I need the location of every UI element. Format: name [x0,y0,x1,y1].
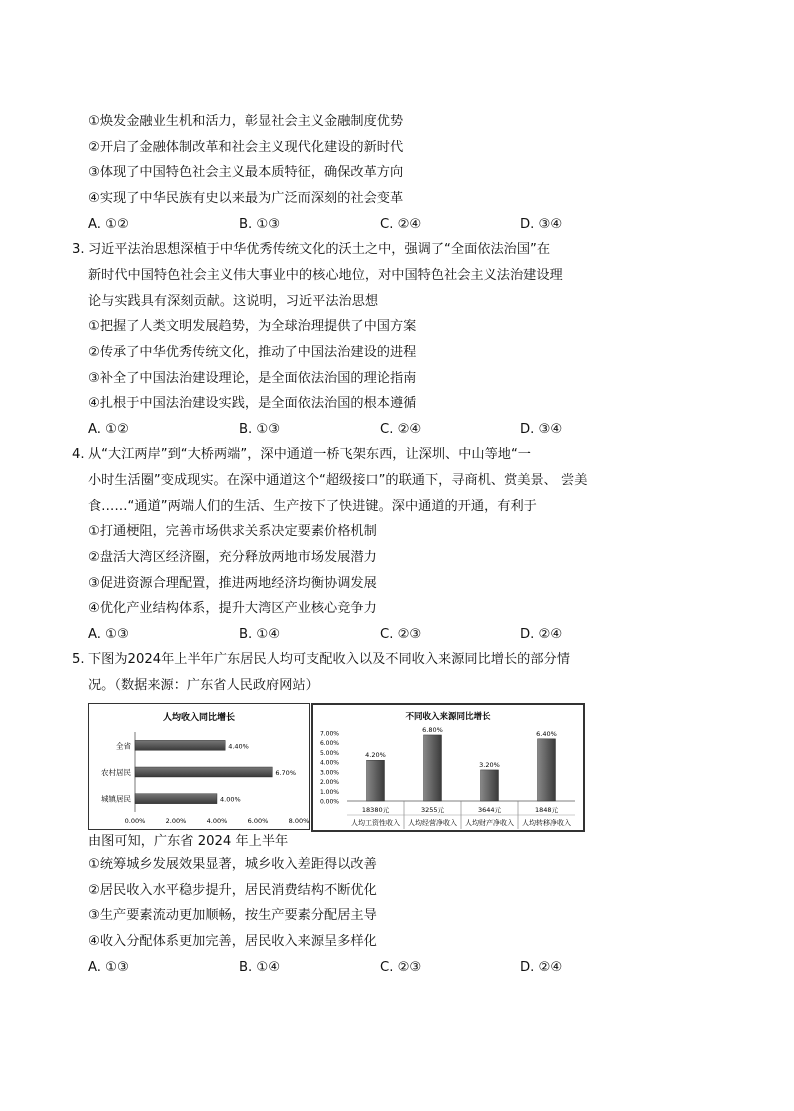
q3-stem-2: 新时代中国特色社会主义伟大事业中的核心地位，对中国特色社会主义法治建设理 [88,268,563,283]
chart2-amount-label: 18380元 [361,806,390,814]
chart1-value-label: 6.70% [275,769,297,777]
chart2-bar [424,735,442,801]
chart1-category-label: 全省 [116,741,131,751]
q3-option-a: A. ①② [88,422,129,437]
chart2-tick-label: 2.00% [319,779,339,787]
chart2-tick-label: 4.00% [319,759,339,767]
q4-stem-1: 从“大江两岸”到“大桥两端”，深中通道一桥飞架东西，让深圳、中山等地“一 [88,447,531,462]
chart1-bar [135,767,272,777]
chart2-category-label: 人均转移净收入 [522,819,571,827]
q4-item-2: ②盘活大湾区经济圈，充分释放两地市场发展潜力 [88,550,377,565]
q4-option-b: B. ①④ [239,627,281,642]
chart1-bar [135,740,225,750]
q5-item-1: ①统筹城乡发展效果显著，城乡收入差距得以改善 [88,857,377,872]
chart1-value-label: 4.40% [228,742,249,751]
chart-source-growth [311,703,585,832]
q2-option-c: C. ②④ [380,217,422,232]
chart2-amount-label: 3644元 [477,806,502,814]
chart1-category-label: 城镇居民 [101,794,131,804]
q3-option-b: B. ①③ [239,422,281,437]
q3-item-2: ②传承了中华优秀传统文化，推动了中国法治建设的进程 [88,345,417,360]
chart2-category-label: 人均经营净收入 [408,819,457,827]
q3-stem-1: 习近平法治思想深植于中华优秀传统文化的沃土之中，强调了“全面依法治国”在 [88,242,551,257]
q5-stem-2: 况。（数据来源：广东省人民政府网站） [88,678,319,693]
q4-number: 4. [72,447,85,462]
chart2-category-label: 人均财产净收入 [465,819,514,827]
q4-item-4: ④优化产业结构体系，提升大湾区产业核心竞争力 [88,601,377,616]
chart1-tick-label: 4.00% [206,817,228,825]
chart-income-growth-svg [89,704,309,829]
chart1-category-label: 农村居民 [101,768,131,777]
q4-option-a: A. ①③ [88,627,129,642]
chart2-tick-label: 7.00% [319,730,339,738]
chart2-tick-label: 3.00% [319,769,339,777]
q5-stem-1: 下图为2024年上半年广东居民人均可支配收入以及不同收入来源同比增长的部分情 [88,652,570,667]
q4-option-d: D. ②④ [520,627,563,642]
chart2-bar [367,760,385,801]
q5-item-3: ③生产要素流动更加顺畅，按生产要素分配居主导 [88,908,377,923]
q2-option-b: B. ①③ [239,217,281,232]
chart2-amount-label: 3255元 [420,806,445,814]
q3-item-3: ③补全了中国法治建设理论，是全面依法治国的理论指南 [88,371,417,386]
q5-after-chart: 由图可知，广东省 2024 年上半年 [88,834,289,849]
q5-option-b: B. ①④ [239,960,281,975]
q4-item-1: ①打通梗阻，完善市场供求关系决定要素价格机制 [88,524,377,539]
chart2-value-label: 6.80% [422,725,443,734]
chart1-tick-label: 0.00% [124,817,146,825]
q2-option-a: A. ①② [88,217,129,232]
chart1-value-label: 4.00% [220,795,241,804]
chart-source-growth-svg [313,705,583,830]
q5-option-d: D. ②④ [520,960,563,975]
chart1-tick-label: 6.00% [247,817,269,825]
chart2-value-label: 4.20% [365,751,386,760]
q4-stem-3: 食……“通道”两端人们的生活、生产按下了快进键。深中通道的开通，有利于 [88,499,537,514]
q5-option-a: A. ①③ [88,960,129,975]
q3-option-d: D. ③④ [520,422,563,437]
chart2-tick-label: 0.00% [319,798,339,806]
q4-stem-2: 小时生活圈”变成现实。在深中通道这个“超级接口”的联通下，寻商机、赏美景、 尝美 [88,473,588,488]
chart2-tick-label: 1.00% [319,788,339,796]
chart-income-growth [88,703,310,830]
chart1-title: 人均收入同比增长 [162,713,236,723]
chart2-value-label: 3.20% [479,760,500,769]
q3-option-c: C. ②④ [380,422,422,437]
chart2-tick-label: 6.00% [319,740,339,748]
q5-item-4: ④收入分配体系更加完善，居民收入来源呈多样化 [88,934,377,949]
chart1-tick-label: 8.00% [288,817,309,825]
q3-number: 3. [72,242,85,257]
q2-item-2: ②开启了金融体制改革和社会主义现代化建设的新时代 [88,140,404,155]
chart2-category-label: 人均工资性收入 [351,819,400,827]
chart2-amount-label: 1848元 [534,806,559,814]
q4-item-3: ③促进资源合理配置，推进两地经济均衡协调发展 [88,576,377,591]
chart2-tick-label: 5.00% [319,749,339,757]
q2-item-1: ①焕发金融业生机和活力，彰显社会主义金融制度优势 [88,114,404,129]
chart2-value-label: 6.40% [536,729,557,738]
chart2-title: 不同收入来源同比增长 [405,712,491,722]
q5-number: 5. [72,652,85,667]
chart2-bar [538,739,556,801]
q3-item-1: ①把握了人类文明发展趋势，为全球治理提供了中国方案 [88,319,417,334]
chart2-bar [481,770,499,801]
q4-option-c: C. ②③ [380,627,422,642]
chart1-bar [135,794,217,804]
q2-item-3: ③体现了中国特色社会主义最本质特征，确保改革方向 [88,165,404,180]
q2-option-d: D. ③④ [520,217,563,232]
q5-item-2: ②居民收入水平稳步提升，居民消费结构不断优化 [88,883,377,898]
q5-option-c: C. ②③ [380,960,422,975]
chart1-tick-label: 2.00% [165,817,187,825]
q3-item-4: ④扎根于中国法治建设实践，是全面依法治国的根本遵循 [88,396,417,411]
q3-stem-3: 论与实践具有深刻贡献。这说明，习近平法治思想 [88,294,379,309]
q2-item-4: ④实现了中华民族有史以来最为广泛而深刻的社会变革 [88,191,404,206]
